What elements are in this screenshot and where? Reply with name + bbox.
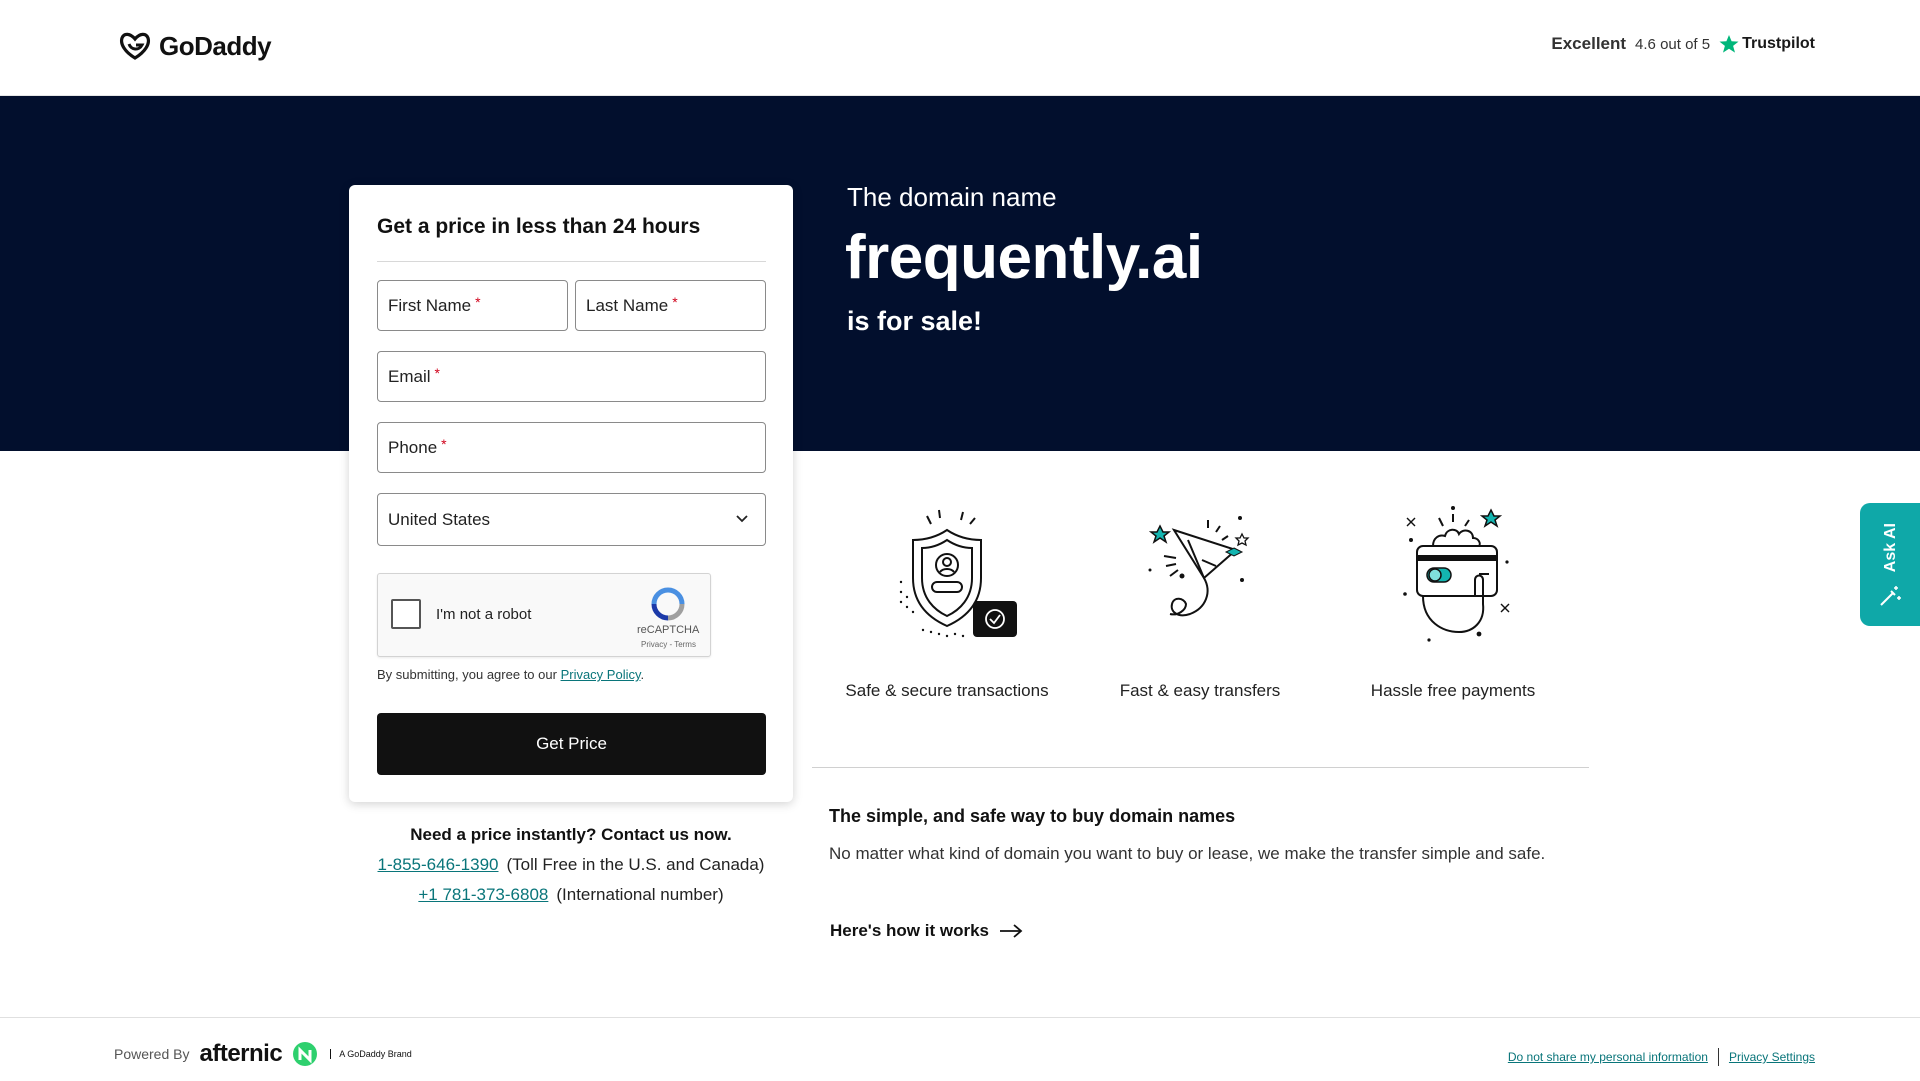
recaptcha-brand: reCAPTCHA [637, 624, 700, 636]
ask-ai-label: Ask AI [1882, 523, 1899, 573]
feature-label: Fast & easy transfers [1119, 681, 1281, 700]
recaptcha-checkbox[interactable] [391, 599, 421, 629]
afternic-logo-icon [292, 1041, 318, 1067]
toll-free-line [349, 850, 793, 880]
agree-prefix: By submitting, you agree to our [377, 667, 557, 682]
godaddy-brand-label: A GoDaddy Brand [330, 1049, 412, 1059]
phone-field[interactable] [377, 422, 766, 473]
recaptcha-logo-icon [650, 586, 686, 622]
last-name-field[interactable] [575, 280, 766, 331]
godaddy-logo-text: GoDaddy [159, 30, 272, 61]
contact-question: Need a price instantly? Contact us now. [410, 825, 732, 844]
godaddy-logo-icon [117, 30, 153, 62]
email-label: Email [388, 366, 431, 386]
paper-plane-icon [1130, 500, 1270, 650]
toll-free-note: (Toll Free in the U.S. and Canada) [506, 855, 765, 874]
feature-label: Hassle free payments [1370, 681, 1536, 700]
required-mark: * [441, 435, 447, 452]
country-select[interactable] [377, 493, 766, 546]
trustpilot-brand-label: Trustpilot [1742, 35, 1815, 52]
form-title: Get a price in less than 24 hours [377, 215, 701, 238]
privacy-settings-link[interactable]: Privacy Settings [1728, 1050, 1815, 1064]
do-not-share-link[interactable]: Do not share my personal information [1507, 1050, 1708, 1064]
ask-ai-tab[interactable] [1860, 503, 1920, 626]
how-it-works-link[interactable] [830, 921, 1023, 941]
afternic-logo-text: afternic [199, 1040, 283, 1067]
how-it-works-label: Here's how it works [830, 921, 989, 940]
trustpilot-rating-word: Excellent [1551, 34, 1627, 53]
site-footer [0, 1017, 1920, 1081]
privacy-policy-link[interactable]: Privacy Policy [560, 667, 641, 682]
price-request-form [349, 185, 793, 802]
recaptcha-links[interactable]: Privacy - Terms [641, 640, 696, 649]
toll-free-phone-link[interactable]: 1-855-646-1390 [377, 855, 499, 874]
first-name-label: First Name [388, 295, 472, 315]
required-mark: * [434, 364, 440, 381]
country-select-value: United States [388, 509, 491, 529]
last-name-label: Last Name [586, 295, 669, 315]
phone-label: Phone [388, 437, 438, 457]
get-price-button[interactable]: Get Price [377, 713, 766, 775]
international-phone-link[interactable]: +1 781-373-6808 [418, 885, 549, 904]
contact-section [349, 820, 793, 910]
feature-label: Safe & secure transactions [845, 681, 1049, 700]
footer-separator [1718, 1048, 1719, 1066]
footer-links [1508, 1048, 1815, 1066]
hero-domain-name: frequently.ai [845, 223, 1203, 292]
card-hand-icon [1383, 500, 1523, 650]
hero-pretitle: The domain name [847, 182, 1057, 212]
magic-wand-icon [1878, 584, 1902, 608]
powered-by [114, 1040, 412, 1068]
info-title: The simple, and safe way to buy domain names [829, 806, 1236, 826]
email-field[interactable] [377, 351, 766, 402]
trustpilot-brand [1719, 34, 1815, 54]
agree-suffix: . [640, 667, 645, 682]
powered-by-label: Powered By [114, 1046, 190, 1062]
international-note: (International number) [556, 885, 724, 904]
shield-icon [877, 500, 1017, 650]
trustpilot-rating[interactable] [1551, 34, 1815, 54]
chevron-down-icon [733, 510, 751, 528]
site-header [0, 0, 1920, 96]
first-name-field[interactable] [377, 280, 568, 331]
trustpilot-score: 4.6 out of 5 [1635, 35, 1711, 53]
form-divider [377, 261, 766, 262]
international-line [349, 880, 793, 910]
recaptcha-label: I'm not a robot [436, 606, 532, 623]
required-mark: * [475, 293, 481, 310]
section-divider [812, 767, 1589, 768]
trustpilot-star-icon [1719, 34, 1739, 54]
privacy-agreement [377, 667, 644, 682]
hero-subtitle: is for sale! [847, 306, 983, 336]
arrow-right-icon [999, 923, 1023, 939]
info-body: No matter what kind of domain you want to buy or lease, we make the transfer simple and safe. [829, 844, 1546, 863]
required-mark: * [672, 293, 678, 310]
godaddy-logo[interactable] [117, 30, 271, 62]
recaptcha-widget [377, 573, 711, 657]
